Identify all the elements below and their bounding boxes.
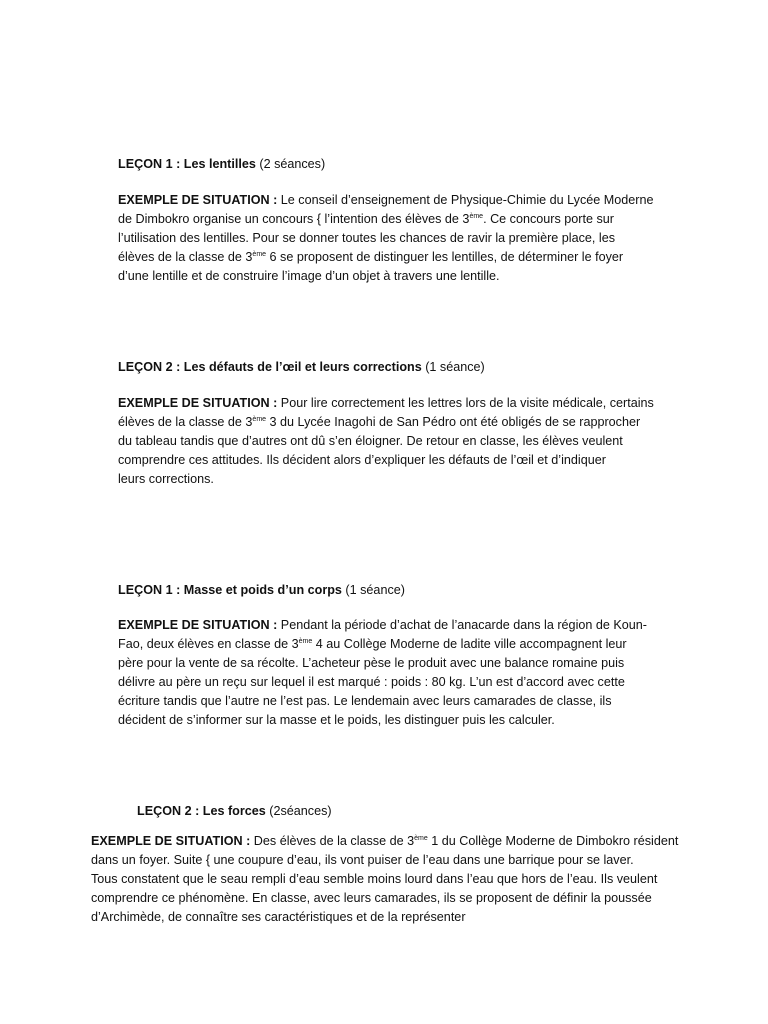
situation-text: du tableau tandis que d’autres ont dû s’en éloigner. De retour en classe, les élèves veulent [118, 434, 623, 448]
lesson-title: LEÇON 1 : Masse et poids d’un corps [118, 583, 342, 597]
situation-paragraph [118, 616, 647, 730]
situation-text: Des élèves de la classe de 3 [253, 834, 415, 848]
lesson-heading [137, 802, 332, 821]
situation-paragraph [118, 394, 654, 489]
lesson-heading [118, 358, 485, 377]
lesson-sessions: (1 séance) [421, 360, 485, 374]
situation-text: décident de s’informer sur la masse et le poids, les distinguer puis les calculer. [118, 713, 555, 727]
situation-paragraph [118, 191, 653, 286]
situation-label: EXEMPLE DE SITUATION : [91, 834, 254, 848]
situation-text: 4 au Collège Moderne de ladite ville accompagnent leur [312, 637, 627, 651]
situation-text: délivre au père un reçu sur lequel il est marqué : poids : 80 kg. L’un est d’accord avec cette [118, 675, 625, 689]
lesson-sessions: (2séances) [265, 804, 332, 818]
lesson-title: LEÇON 2 : Les défauts de l’œil et leurs corrections [118, 360, 422, 374]
situation-text: d’Archimède, de connaître ses caractéristiques et de la représenter [91, 910, 466, 924]
situation-text: dans un foyer. Suite { une coupure d’eau, ils vont puiser de l’eau dans une barrique pour se laver. [91, 853, 634, 867]
situation-label: EXEMPLE DE SITUATION : [118, 193, 281, 207]
situation-text: élèves de la classe de 3 [118, 415, 253, 429]
situation-text: Fao, deux élèves en classe de 3 [118, 637, 299, 651]
situation-text: élèves de la classe de 3 [118, 250, 253, 264]
situation-paragraph [91, 832, 678, 927]
situation-text: 3 du Lycée Inagohi de San Pédro ont été obligés de se rapprocher [266, 415, 641, 429]
situation-text: 1 du Collège Moderne de Dimbokro résident [427, 834, 679, 848]
situation-label: EXEMPLE DE SITUATION : [118, 396, 281, 410]
situation-label: EXEMPLE DE SITUATION : [118, 618, 281, 632]
situation-text: . Ce concours porte sur [483, 212, 614, 226]
lesson-title: LEÇON 1 : Les lentilles [118, 157, 256, 171]
superscript: ème [298, 638, 313, 645]
lesson-heading [118, 581, 405, 600]
situation-text: 6 se proposent de distinguer les lentilles, de déterminer le foyer [266, 250, 624, 264]
situation-text: comprendre ces attitudes. Ils décident alors d’expliquer les défauts de l’œil et d’indiquer [118, 453, 606, 467]
lesson-heading [118, 155, 325, 174]
situation-text: d’une lentille et de construire l’image d’un objet à travers une lentille. [118, 269, 500, 283]
lesson-title: LEÇON 2 : Les forces [137, 804, 266, 818]
situation-text: écriture tandis que l’autre ne l’est pas. Le lendemain avec leurs camarades de classe, ils [118, 694, 612, 708]
situation-text: l’utilisation des lentilles. Pour se donner toutes les chances de ravir la première place, les [118, 231, 616, 245]
situation-text: Le conseil d’enseignement de Physique-Chimie du Lycée Moderne [280, 193, 654, 207]
superscript: ème [252, 251, 267, 258]
lesson-sessions: (1 séance) [341, 583, 405, 597]
situation-text: père pour la vente de sa récolte. L’acheteur pèse le produit avec une balance romaine puis [118, 656, 625, 670]
situation-text: Tous constatent que le seau rempli d’eau semble moins lourd dans l’eau que hors de l’eau. Ils veulent [91, 872, 658, 886]
lesson-sessions: (2 séances) [255, 157, 326, 171]
situation-text: Pour lire correctement les lettres lors de la visite médicale, certains [280, 396, 654, 410]
superscript: ème [469, 213, 484, 220]
situation-text: de Dimbokro organise un concours { l’intention des élèves de 3 [118, 212, 470, 226]
situation-text: comprendre ce phénomène. En classe, avec leurs camarades, ils se proposent de définir la poussée [91, 891, 652, 905]
superscript: ème [252, 416, 267, 423]
situation-text: leurs corrections. [118, 472, 214, 486]
situation-text: Pendant la période d’achat de l’anacarde dans la région de Koun- [280, 618, 647, 632]
superscript: ème [414, 835, 428, 842]
